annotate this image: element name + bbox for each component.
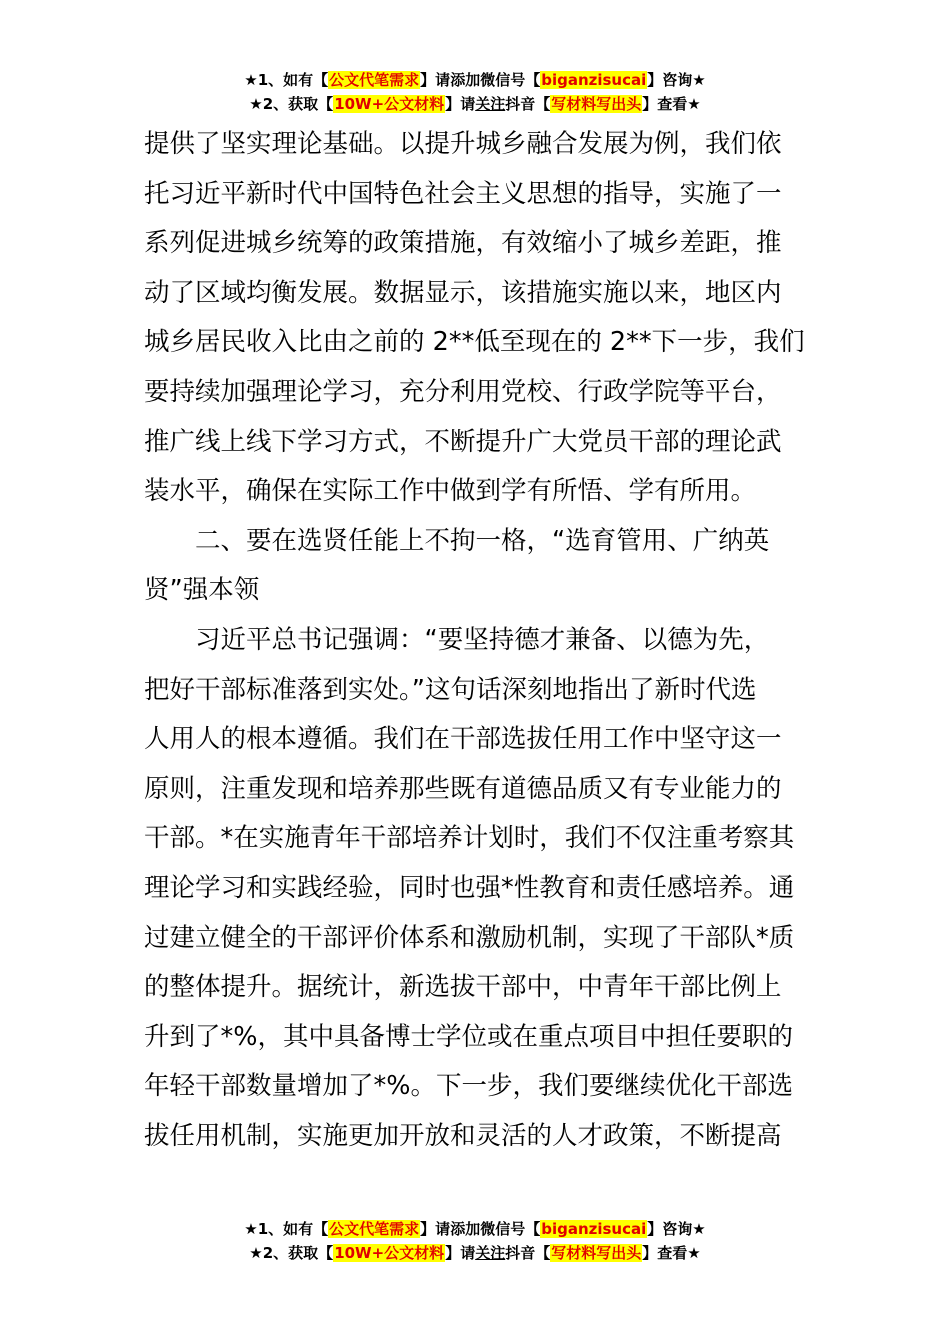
body-line: 年轻干部数量增加了*%。下一步，我们要继续优化干部选 [144,1071,793,1102]
banner-text: 】查看★ [642,1244,701,1262]
body-line: 原则，注重发现和培养那些既有道德品质又有专业能力的 [144,773,782,804]
banner-highlight-wechat-id: biganzisucai [541,71,647,89]
banner-highlight: 公文代笔需求 [329,71,420,89]
banner-text: 微信号【 [480,71,541,89]
body-line: 理论学习和实践经验，同时也强*性教育和责任感培养。通 [144,872,795,903]
body-line: 的整体提升。据统计，新选拔干部中，中青年干部比例上 [144,972,782,1003]
banner-text: ★1、如有【 [244,1220,329,1238]
banner-text: ★1、如有【 [244,71,329,89]
banner-text: ★2、获取【 [249,1244,334,1262]
banner-highlight-douyin: 写材料写出头 [551,1244,642,1262]
body-line: 干部。*在实施青年干部培养计划时，我们不仅注重考察其 [144,823,795,854]
banner-highlight: 公文代笔需求 [329,1220,420,1238]
body-line: 过建立健全的干部评价体系和激励机制，实现了干部队*质 [144,922,795,953]
banner-text: 抖音【 [505,1244,551,1262]
banner-text: 关注 [475,95,506,113]
body-line: 升到了*%，其中具备博士学位或在重点项目中担任要职的 [144,1021,793,1052]
body-line: 托习近平新时代中国特色社会主义思想的指导，实施了一 [144,178,782,209]
body-line: 城乡居民收入比由之前的 2**低至现在的 2**下一步，我们 [144,327,805,358]
banner-text: 抖音【 [505,95,551,113]
banner-text: 】咨询★ [647,71,706,89]
banner-text: 微信号【 [480,1220,541,1238]
banner-line-1 [0,68,950,92]
body-line: 要持续加强理论学习，充分利用党校、行政学院等平台， [144,376,782,407]
banner-highlight: 10W+公文材料 [334,95,445,113]
body-line: 人用人的根本遵循。我们在干部选拔任用工作中坚守这一 [144,724,782,755]
banner-text: 】请 [420,1220,451,1238]
header-banner [0,68,950,116]
banner-text: 】请 [445,95,476,113]
banner-text: 关注 [475,1244,506,1262]
body-line: 习近平总书记强调：“要坚持德才兼备、以德为先， [195,624,770,655]
banner-text: 】请 [445,1244,476,1262]
banner-highlight: 10W+公文材料 [334,1244,445,1262]
banner-line-1 [0,1217,950,1241]
banner-line-2 [0,1241,950,1265]
banner-line-2 [0,92,950,116]
body-line: 把好干部标准落到实处。”这句话深刻地指出了新时代选 [144,674,757,705]
banner-text: 添加 [450,1220,481,1238]
body-line: 提供了坚实理论基础。以提升城乡融合发展为例，我们依 [144,129,782,159]
banner-text: ★2、获取【 [249,95,334,113]
section-heading: 二、要在选贤任能上不拘一格，“选育管用、广纳英 [195,525,770,556]
body-line: 推广线上线下学习方式，不断提升广大党员干部的理论武 [144,426,782,457]
banner-highlight-douyin: 写材料写出头 [551,95,642,113]
footer-banner [0,1217,950,1265]
document-body [144,120,814,1161]
banner-text: 添加 [450,71,481,89]
body-line: 系列促进城乡统筹的政策措施，有效缩小了城乡差距，推 [144,228,782,259]
body-line: 拔任用机制，实施更加开放和灵活的人才政策，不断提高 [144,1120,782,1151]
banner-text: 】查看★ [642,95,701,113]
banner-text: 】咨询★ [647,1220,706,1238]
banner-text: 】请 [420,71,451,89]
body-line: 动了区域均衡发展。数据显示，该措施实施以来，地区内 [144,277,782,308]
body-line: 装水平，确保在实际工作中做到学有所悟、学有所用。 [144,476,757,507]
section-heading-cont: 贤”强本领 [144,575,260,606]
banner-highlight-wechat-id: biganzisucai [541,1220,647,1238]
